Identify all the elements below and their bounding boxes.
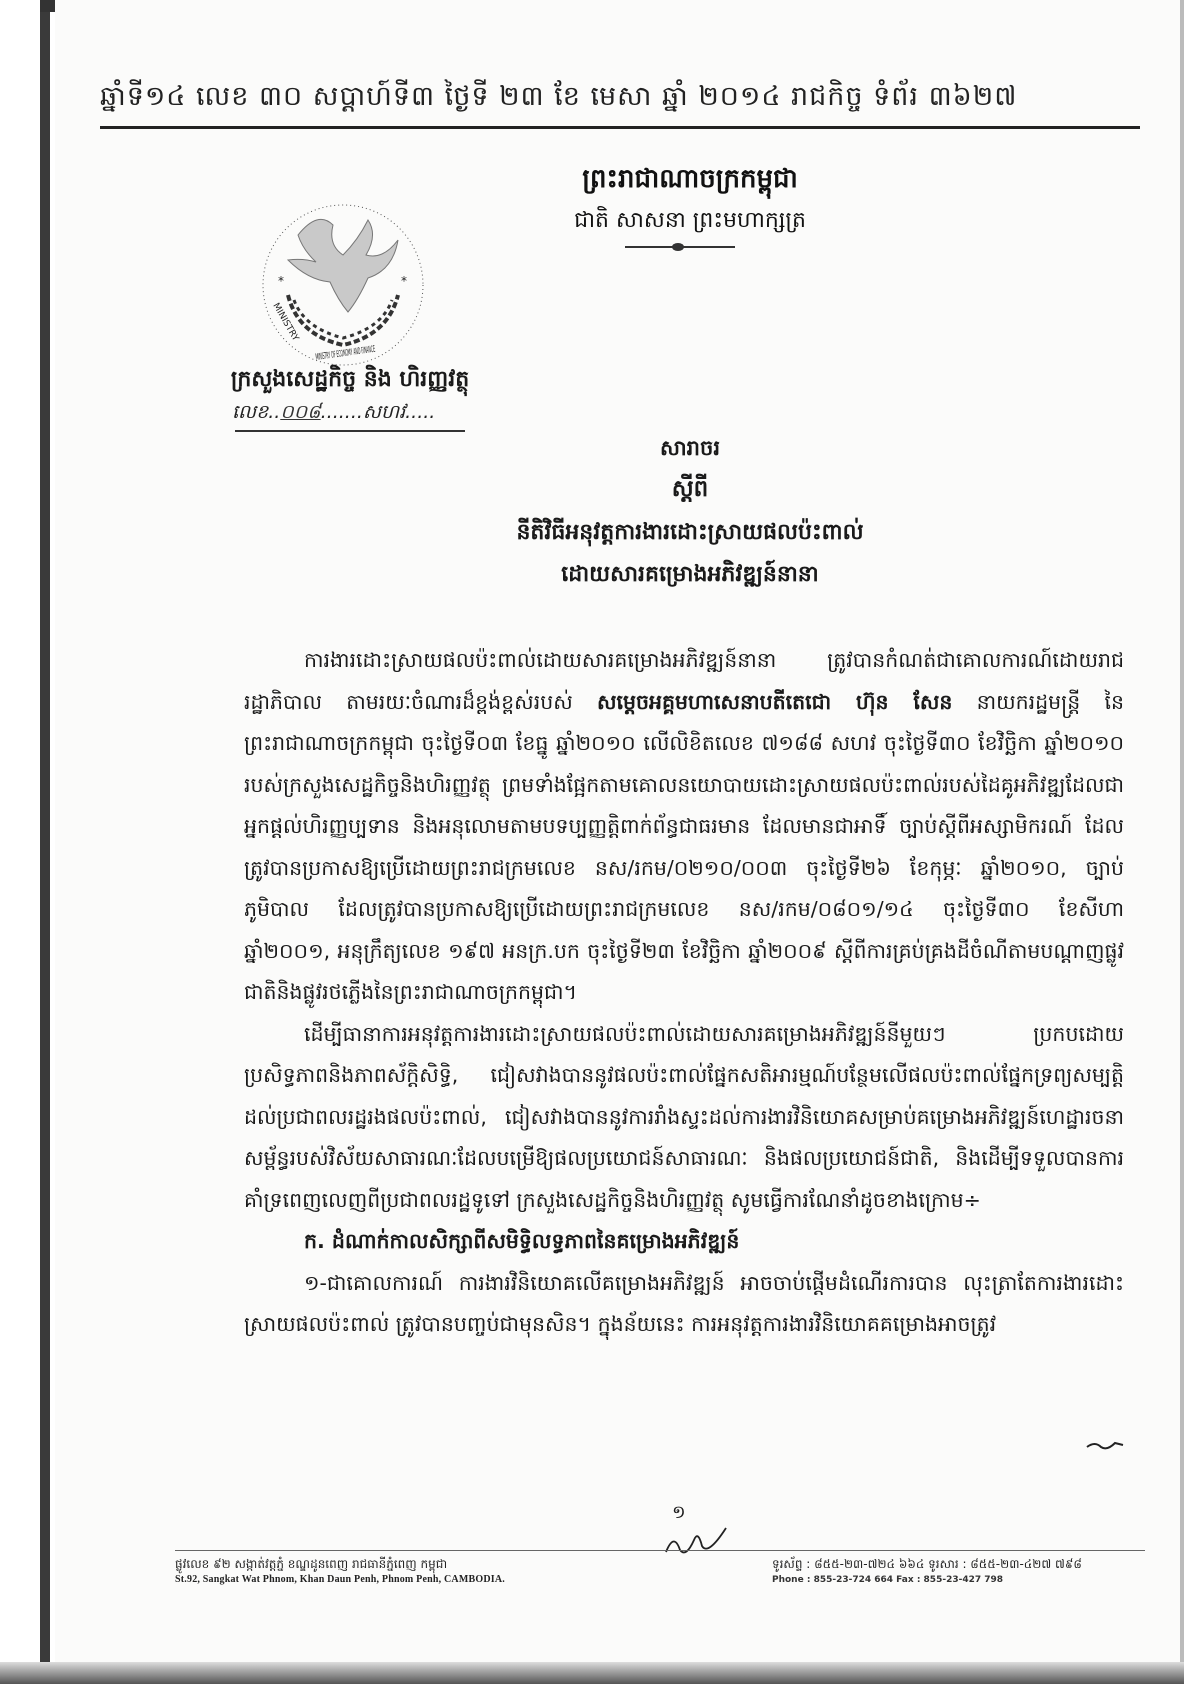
signature bbox=[660, 1522, 730, 1562]
footer-address-en: St.92, Sangkat Wat Phnom, Khan Daun Penh, Phnom Penh, CAMBODIA. bbox=[175, 1574, 505, 1585]
footer-address bbox=[175, 1556, 655, 1588]
header-rule bbox=[100, 126, 1140, 129]
motto-divider-ornament bbox=[672, 243, 684, 251]
document-title-line-2: ដោយសារគម្រោងអភិវឌ្ឍន៍នានា bbox=[561, 562, 819, 587]
prime-minister-name: សម្ដេចអគ្គមហាសេនាបតីតេជោ ហ៊ុន សែន bbox=[596, 689, 953, 714]
scan-edge-bottom bbox=[0, 1662, 1184, 1684]
document-title-line-1: នីតិវិធីអនុវត្តការងារដោះស្រាយផលប៉ះពាល់ bbox=[516, 520, 864, 545]
section-heading: ក. ដំណាក់កាលសិក្សាពីសមិទ្ធិលទ្ធភាពនៃគម្រោងអភិវឌ្ឍន៍ bbox=[304, 1229, 740, 1253]
seal-text: MINISTRY OF ECONOMY AND FINANCE bbox=[315, 329, 487, 363]
reference-number: លេខ..០០៨.......សហវ..... bbox=[232, 401, 436, 423]
footer-phone-en: Phone : 855-23-724 664 Fax : 855-23-427 798 bbox=[772, 1575, 1004, 1585]
paragraph-2: ដើម្បីធានាការអនុវត្តការងារដោះស្រាយផលប៉ះពាល់ដោយសារគម្រោងអភិវឌ្ឍន៍នីមួយៗ ប្រកបដោយប្រសិទ្ធភាពនិងភាពស័ក្ដិសិទ្ធិ, ជៀសវាងបាននូវផលប៉ះពាល់ផ្នែកសតិអារម្មណ៍បន្ថែមលើផលប៉ះពាល់ផ្នែកទ្រព្យសម្បត្តិ ដល់ប្រជាពលរដ្ឋរងផលប៉ះពាល់, ជៀសវាងបាននូវការរាំងស្ទះដល់ការងារវិនិយោគសម្រាប់គម្រោងអភិវឌ្ឍន៍ហេដ្ឋារចនាសម្ព័ន្ធរបស់វិស័យសាធារណៈដែលបម្រើឱ្យផលប្រយោជន៍សាធារណៈ និងផលប្រយោជន៍ជាតិ, និងដើម្បីទទួលបានការគាំទ្រពេញលេញពីប្រជាពលរដ្ឋទូទៅ ក្រសួងសេដ្ឋកិច្ចនិងហិរញ្ញវត្ថុ សូមធ្វើការណែនាំដូចខាងក្រោម÷ bbox=[244, 1021, 1124, 1212]
initial-mark bbox=[1085, 1435, 1125, 1455]
paragraph-1-part-a: ការងារដោះស្រាយផលប៉ះពាល់ដោយសារគម្រោងអភិវឌ្ឍន៍នានា ត្រូវបានកំណត់ជាគោលការណ៍ដោយរាជរដ្ឋាភិបាល តាមរយៈចំណារដ៏ខ្ពង់ខ្ពស់របស់ bbox=[244, 648, 1124, 714]
kingdom-name: ព្រះរាជាណាចក្រកម្ពុជា bbox=[582, 164, 798, 194]
paragraph-1 bbox=[244, 640, 1124, 1014]
footer-address-km: ផ្លូវលេខ ៩២ សង្កាត់វត្តភ្នំ ខណ្ឌដូនពេញ រាជធានីភ្នំពេញ កម្ពុជា bbox=[175, 1557, 448, 1571]
national-motto: ជាតិ សាសនា ព្រះមហាក្សត្រ bbox=[574, 208, 806, 233]
paragraph-3: ១-ជាគោលការណ៍ ការងារវិនិយោគលើគម្រោងអភិវឌ្ឍន៍ អាចចាប់ផ្ដើមដំណើរការបាន លុះត្រាតែការងារដោះស្រាយផលប៉ះពាល់ ត្រូវបានបញ្ចប់ជាមុនសិន។ ក្នុងន័យនេះ ការអនុវត្តការងារវិនិយោគគម្រោងអាចត្រូវ bbox=[244, 1270, 1124, 1336]
reference-prefix: លេខ bbox=[232, 401, 269, 423]
footer-contact bbox=[772, 1556, 1152, 1588]
ministry-name: ក្រសួងសេដ្ឋកិច្ច និង ហិរញ្ញវត្ថុ bbox=[230, 367, 470, 392]
gazette-header: ឆ្នាំទី១៤ លេខ ៣០ សប្ដាហ៍ទី៣ ថ្ងៃទី ២៣ ខែ មេសា ឆ្នាំ ២០១៤ រាជកិច្ច ទំព័រ ៣៦២៧ bbox=[100, 81, 1018, 112]
reference-rule bbox=[235, 430, 465, 432]
svg-text:*: * bbox=[278, 274, 284, 288]
document-about: ស្ដីពី bbox=[671, 476, 709, 502]
svg-text:*: * bbox=[401, 274, 407, 288]
reference-suffix: សហវ..... bbox=[362, 401, 436, 423]
document-type: សារាចរ bbox=[660, 436, 720, 460]
document-body bbox=[244, 640, 1124, 1346]
page-number: ១ bbox=[672, 1502, 686, 1523]
reference-number-value: ០០៨ bbox=[280, 401, 321, 423]
footer-rule bbox=[175, 1550, 1145, 1551]
footer-phone-km: ទូរស័ព្ទ : ៨៥៥-២៣-៧២៤ ៦៦៤ ទូរសារ : ៨៥៥-២៣-៤២៧ ៧៩៨ bbox=[772, 1557, 1082, 1571]
scan-edge-left bbox=[40, 0, 50, 1684]
paragraph-1-part-b: នាយករដ្ឋមន្ត្រី នៃព្រះរាជាណាចក្រកម្ពុជា ចុះថ្ងៃទី០៣ ខែធ្នូ ឆ្នាំ២០១០ លើលិខិតលេខ ៧១៨៨ សហវ ចុះថ្ងៃទី៣០ ខែវិច្ឆិកា ឆ្នាំ២០១០ របស់ក្រសួងសេដ្ឋកិច្ចនិងហិរញ្ញវត្ថុ ព្រមទាំងផ្អែកតាមគោលនយោបាយដោះស្រាយផលប៉ះពាល់របស់ដៃគូអភិវឌ្ឍដែលជាអ្នកផ្ដល់ហិរញ្ញប្បទាន និងអនុលោមតាមបទប្បញ្ញត្តិពាក់ព័ន្ធជាធរមាន ដែលមានជាអាទិ៍ ច្បាប់ស្ដីពីអស្សាមិករណ៍ ដែលត្រូវបានប្រកាសឱ្យប្រើដោយព្រះរាជក្រមលេខ នស/រកម/០២១០/០០៣ ចុះថ្ងៃទី២៦ ខែកុម្ភៈ ឆ្នាំ២០១០, ច្បាប់ភូមិបាល ដែលត្រូវបានប្រកាសឱ្យប្រើដោយព្រះរាជក្រមលេខ នស/រកម/០៨០១/១៤ ចុះថ្ងៃទី៣០ ខែសីហា ឆ្នាំ២០០១, អនុក្រឹត្យលេខ ១៩៧ អនក្រ.បក ចុះថ្ងៃទី២៣ ខែវិច្ឆិកា ឆ្នាំ២០០៩ ស្ដីពីការគ្រប់គ្រងដីចំណីតាមបណ្ដាញផ្លូវជាតិនិងផ្លូវរថភ្លើងនៃព្រះរាជាណាចក្រកម្ពុជា។ bbox=[244, 689, 1124, 1004]
svg-text:MINISTRY: MINISTRY bbox=[270, 301, 301, 344]
ministry-seal-logo bbox=[258, 200, 487, 370]
